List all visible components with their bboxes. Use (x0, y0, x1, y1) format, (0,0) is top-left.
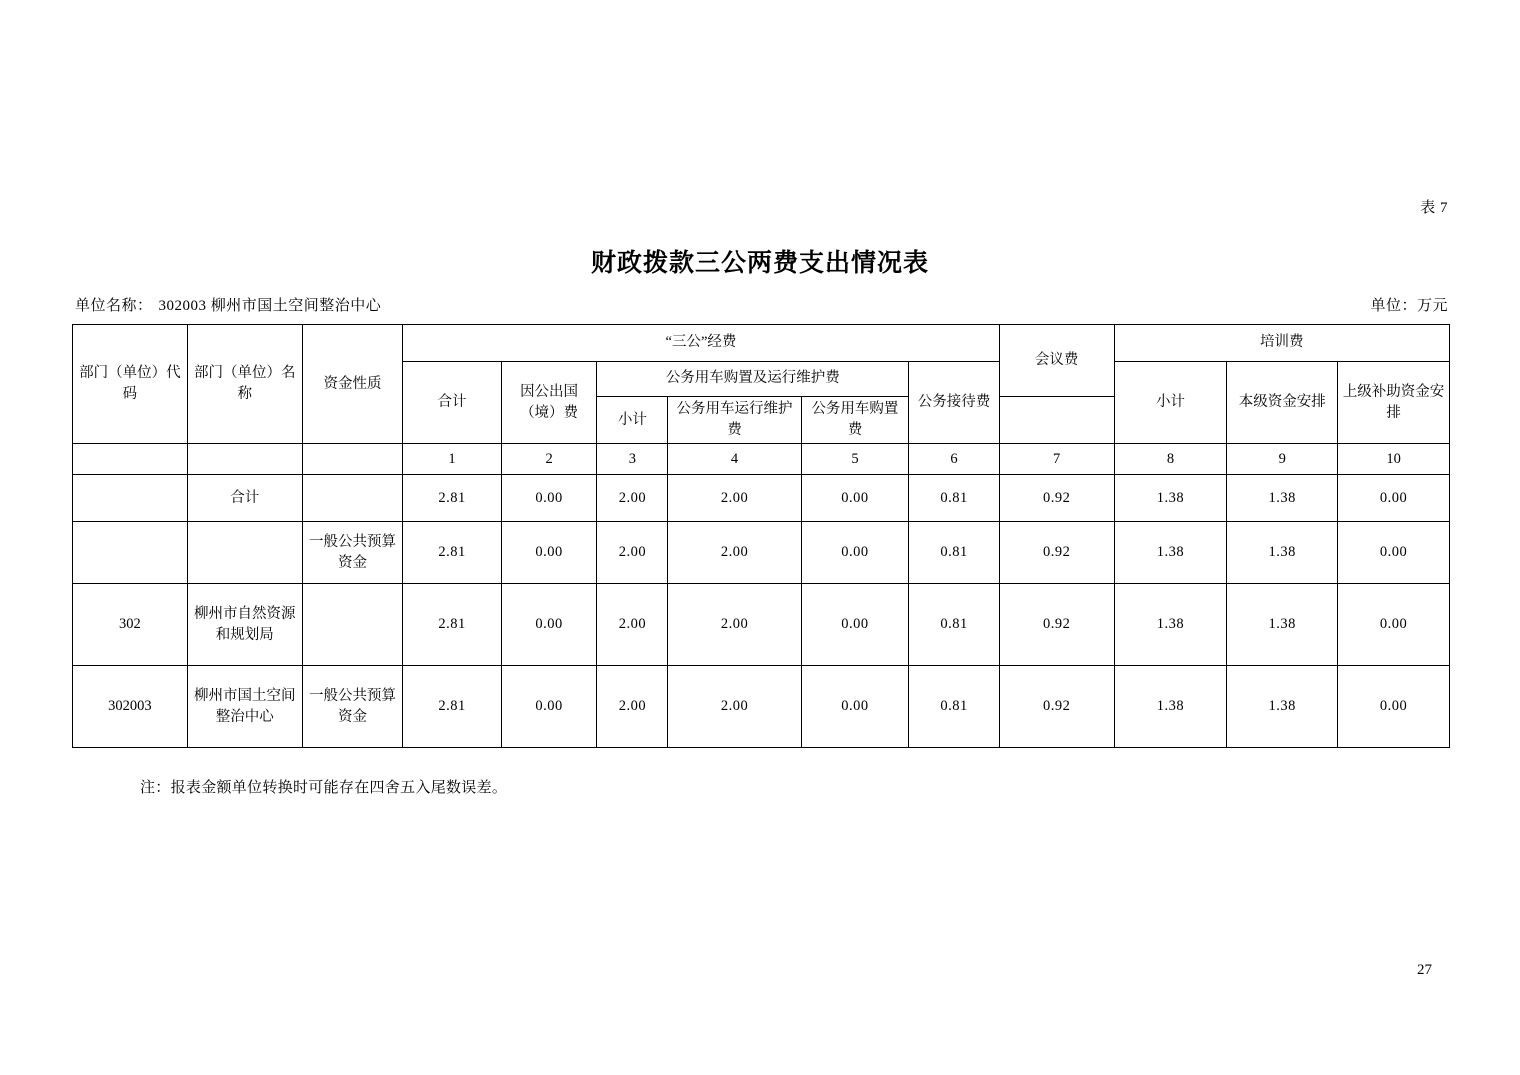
row-dept-name: 合计 (187, 475, 302, 522)
row-vehicle-maintain: 2.00 (668, 584, 801, 666)
header-vehicle-maintain: 公务用车运行维护费 (668, 397, 801, 444)
row-fund-nature (302, 584, 403, 666)
row-total: 2.81 (403, 584, 502, 666)
table-row (73, 522, 1450, 584)
table-row (73, 584, 1450, 666)
header-abroad: 因公出国（境）费 (501, 362, 597, 444)
table-row (73, 475, 1450, 522)
row-dept-code: 302 (73, 584, 188, 666)
header-group-training: 培训费 (1114, 325, 1449, 362)
row-vehicle-maintain: 2.00 (668, 666, 801, 748)
header-dept-code: 部门（单位）代码 (73, 325, 188, 444)
row-fund-nature (302, 475, 403, 522)
row-abroad: 0.00 (501, 475, 597, 522)
row-reception: 0.81 (909, 475, 999, 522)
page-title: 财政拨款三公两费支出情况表 (590, 250, 929, 277)
row-vehicle-purchase: 0.00 (801, 584, 909, 666)
index-cell-3: 3 (597, 444, 668, 475)
row-reception: 0.81 (909, 584, 999, 666)
row-training-superior: 0.00 (1338, 666, 1450, 748)
row-training-own: 1.38 (1227, 584, 1338, 666)
row-fund-nature: 一般公共预算资金 (302, 666, 403, 748)
row-dept-name: 柳州市自然资源和规划局 (187, 584, 302, 666)
header-vehicle-purchase: 公务用车购置费 (801, 397, 909, 444)
index-cell-8: 8 (1114, 444, 1227, 475)
header-dept-name: 部门（单位）名称 (187, 325, 302, 444)
row-training-sub: 1.38 (1114, 584, 1227, 666)
index-cell-blank-1 (73, 444, 188, 475)
header-fund-nature: 资金性质 (302, 325, 403, 444)
index-cell-blank-2 (187, 444, 302, 475)
row-training-sub: 1.38 (1114, 666, 1227, 748)
row-training-sub: 1.38 (1114, 475, 1227, 522)
table-row (73, 666, 1450, 748)
row-dept-name: 柳州市国土空间整治中心 (187, 666, 302, 748)
row-vehicle-purchase: 0.00 (801, 475, 909, 522)
row-abroad: 0.00 (501, 522, 597, 584)
row-total: 2.81 (403, 475, 502, 522)
row-training-superior: 0.00 (1338, 522, 1450, 584)
page-number: 27 (1417, 962, 1432, 978)
row-vehicle-sub: 2.00 (597, 475, 668, 522)
row-vehicle-purchase: 0.00 (801, 666, 909, 748)
row-reception: 0.81 (909, 666, 999, 748)
unit-measure: 单位：万元 (1370, 298, 1448, 314)
row-vehicle-purchase: 0.00 (801, 522, 909, 584)
index-row (73, 444, 1450, 475)
index-cell-blank-3 (302, 444, 403, 475)
row-training-own: 1.38 (1227, 522, 1338, 584)
header-vehicle-group: 公务用车购置及运行维护费 (597, 362, 909, 397)
index-cell-7: 7 (999, 444, 1114, 475)
index-cell-2: 2 (501, 444, 597, 475)
row-meeting: 0.92 (999, 666, 1114, 748)
table-note: 注：报表金额单位转换时可能存在四舍五入尾数误差。 (140, 780, 508, 796)
row-reception: 0.81 (909, 522, 999, 584)
header-meeting: 会议费 (999, 325, 1114, 397)
row-dept-code: 302003 (73, 666, 188, 748)
header-training-superior: 上级补助资金安排 (1338, 362, 1450, 444)
row-training-superior: 0.00 (1338, 475, 1450, 522)
header-training-own: 本级资金安排 (1227, 362, 1338, 444)
header-training-sub: 小计 (1114, 362, 1227, 444)
row-meeting: 0.92 (999, 584, 1114, 666)
row-fund-nature: 一般公共预算资金 (302, 522, 403, 584)
unit-name (75, 294, 381, 315)
row-dept-code (73, 475, 188, 522)
row-vehicle-sub: 2.00 (597, 666, 668, 748)
row-dept-name (187, 522, 302, 584)
row-training-superior: 0.00 (1338, 584, 1450, 666)
header-total: 合计 (403, 362, 502, 444)
row-training-sub: 1.38 (1114, 522, 1227, 584)
row-vehicle-maintain: 2.00 (668, 475, 801, 522)
index-cell-6: 6 (909, 444, 999, 475)
index-cell-10: 10 (1338, 444, 1450, 475)
row-dept-code (73, 522, 188, 584)
row-training-own: 1.38 (1227, 666, 1338, 748)
header-reception: 公务接待费 (909, 362, 999, 444)
index-cell-1: 1 (403, 444, 502, 475)
row-total: 2.81 (403, 522, 502, 584)
header-vehicle-sub: 小计 (597, 397, 668, 444)
header-group-sangong: “三公”经费 (403, 325, 999, 362)
row-vehicle-maintain: 2.00 (668, 522, 801, 584)
row-meeting: 0.92 (999, 475, 1114, 522)
index-cell-4: 4 (668, 444, 801, 475)
row-abroad: 0.00 (501, 666, 597, 748)
unit-name-value: 302003 柳州市国土空间整治中心 (158, 298, 382, 314)
row-abroad: 0.00 (501, 584, 597, 666)
row-training-own: 1.38 (1227, 475, 1338, 522)
table-label: 表 7 (1420, 200, 1448, 216)
row-total: 2.81 (403, 666, 502, 748)
unit-name-label: 单位名称： (75, 298, 153, 314)
expenditure-table (72, 324, 1450, 748)
row-vehicle-sub: 2.00 (597, 522, 668, 584)
index-cell-9: 9 (1227, 444, 1338, 475)
row-vehicle-sub: 2.00 (597, 584, 668, 666)
index-cell-5: 5 (801, 444, 909, 475)
row-meeting: 0.92 (999, 522, 1114, 584)
